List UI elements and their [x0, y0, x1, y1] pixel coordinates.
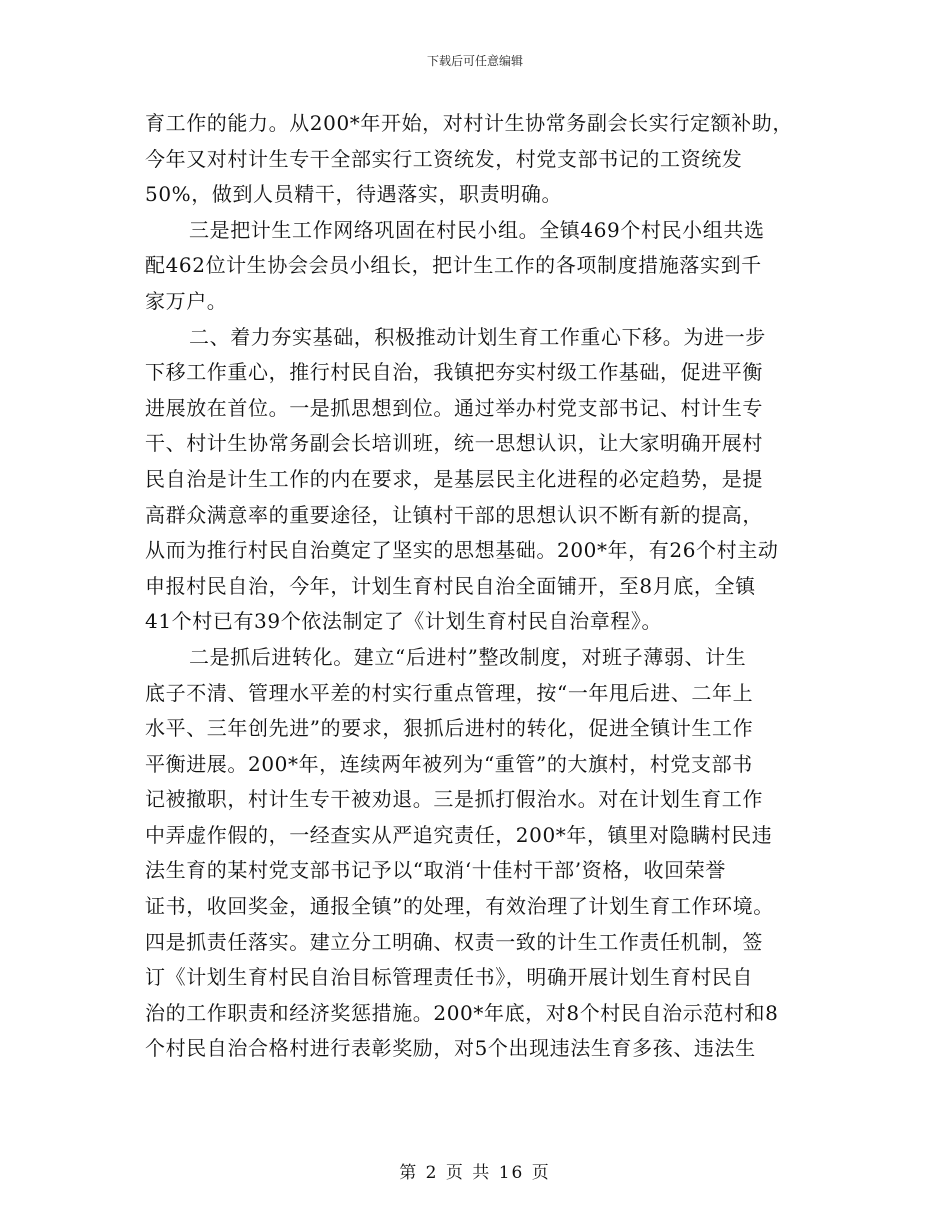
text-line: 证书，收回奖金，通报全镇”的处理，有效治理了计划生育工作环境。	[145, 894, 774, 919]
page-header: 下载后可任意编辑	[426, 54, 523, 68]
text-line: 下移工作重心，推行村民自治，我镇把夯实村级工作基础，促进平衡	[145, 360, 763, 385]
body-text	[145, 106, 815, 1067]
text-line: 育工作的能力。从200*年开始，对村计生协常务副会长实行定额补助，	[145, 111, 793, 135]
paragraph-start-line: 二、着力夯实基础，积极推动计划生育工作重心下移。为进一步	[189, 324, 766, 349]
text-line: 底子不清、管理水平差的村实行重点管理，按“一年甩后进、二年上	[145, 680, 754, 705]
text-line: 水平、三年创先进”的要求，狠抓后进村的转化，促进全镇计生工作	[145, 716, 754, 741]
text-line: 高群众满意率的重要途径，让镇村干部的思想认识不断有新的提高，	[145, 502, 763, 527]
paragraph-start-line: 二是抓后进转化。建立“后进村”整改制度，对班子薄弱、计生	[189, 644, 747, 669]
text-line: 50%，做到人员精干，待遇落实，职责明确。	[145, 182, 563, 207]
text-line: 干、村计生协常务副会长培训班，统一思想认识，让大家明确开展村	[145, 431, 763, 456]
text-line: 41个村已有39个依法制定了《计划生育村民自治章程》。	[145, 609, 663, 634]
text-line: 进展放在首位。一是抓思想到位。通过举办村党支部书记、村计生专	[145, 395, 763, 420]
text-line: 平衡进展。200*年，连续两年被列为“重管”的大旗村，村党支部书	[145, 751, 753, 776]
text-line: 记被撤职，村计生专干被劝退。三是抓打假治水。对在计划生育工作	[145, 787, 763, 812]
text-line: 从而为推行村民自治奠定了坚实的思想基础。200*年，有26个村主动	[145, 538, 779, 563]
text-line: 中弄虚作假的，一经查实从严追究责任，200*年，镇里对隐瞒村民违	[145, 822, 773, 847]
text-line: 法生育的某村党支部书记予以“取消‘十佳村干部’资格，收回荣誉	[145, 858, 726, 883]
text-line: 配462位计生协会会员小组长，把计生工作的各项制度措施落实到千	[145, 253, 762, 278]
text-line: 治的工作职责和经济奖惩措施。200*年底，对8个村民自治示范村和8	[145, 1000, 779, 1025]
page-footer: 第 2 页 共 16 页	[399, 1163, 551, 1183]
text-line: 个村民自治合格村进行表彰奖励，对5个出现违法生育多孩、违法生	[145, 1036, 756, 1061]
text-line: 订《计划生育村民自治目标管理责任书》，明确开展计划生育村民自	[145, 965, 753, 990]
text-line: 今年又对村计生专干全部实行工资统发，村党支部书记的工资统发	[145, 146, 743, 171]
text-line: 申报村民自治，今年，计划生育村民自治全面铺开，至8月底，全镇	[145, 573, 756, 598]
text-line: 家万户。	[145, 288, 228, 313]
text-line: 四是抓责任落实。建立分工明确、权责一致的计生工作责任机制，签	[145, 929, 763, 954]
paragraph-start-line: 三是把计生工作网络巩固在村民小组。全镇469个村民小组共选	[189, 217, 765, 242]
text-line: 民自治是计生工作的内在要求，是基层民主化进程的必定趋势，是提	[145, 466, 763, 491]
